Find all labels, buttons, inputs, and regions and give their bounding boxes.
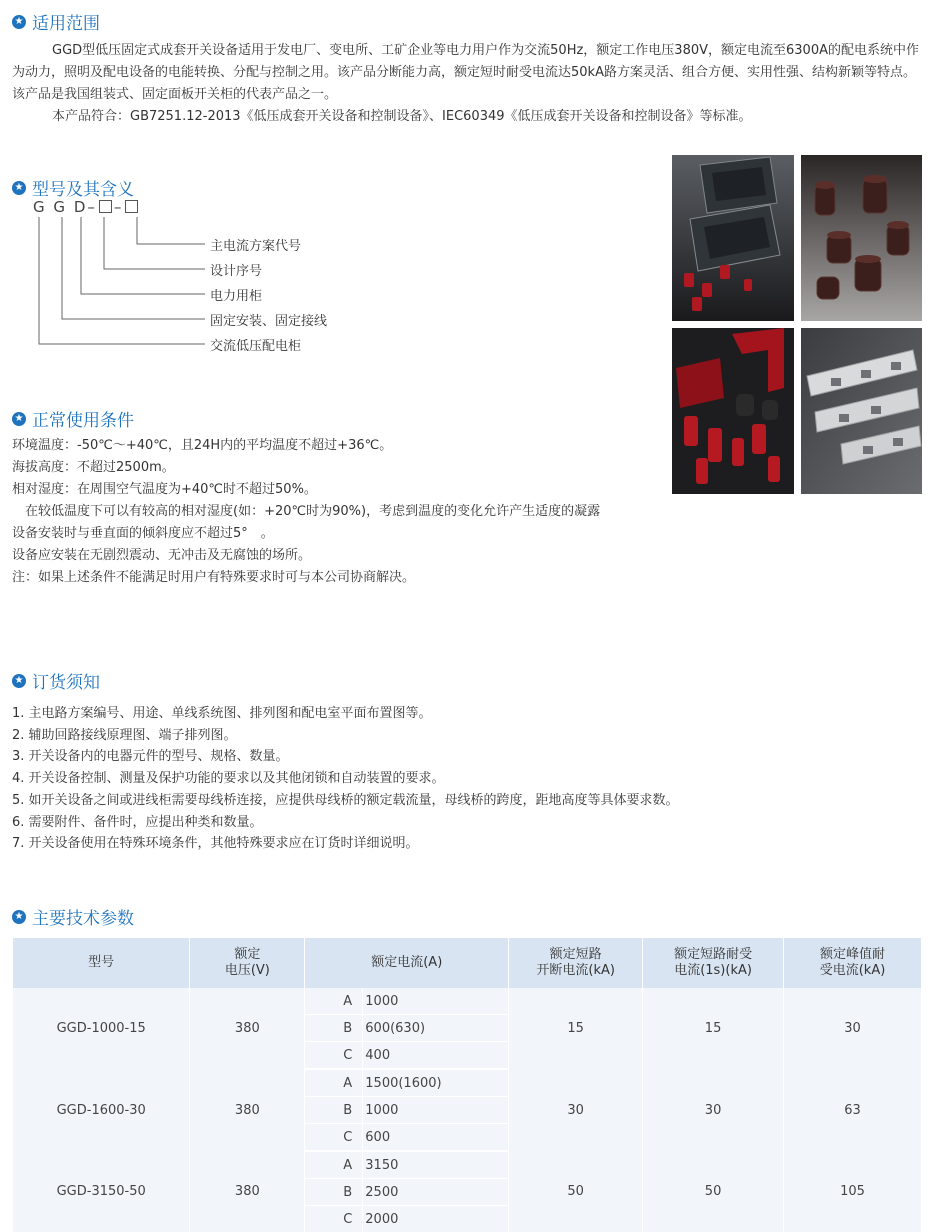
cell-current-value: 1500(1600) [363,1069,509,1097]
model-label-5: 交流低压配电柜 [210,335,301,354]
condition-line: 在较低温度下可以有较高的相对湿度(如：+20℃时为90%)，考虑到温度的变化允许产生适度的凝露 [12,501,662,523]
list-item: 4. 开关设备控制、测量及保护功能的要求以及其他闭锁和自动装置的要求。 [12,768,679,790]
header-current: 额定电流(A) [305,938,509,988]
product-photo-red-insulators [672,328,794,494]
cell-current-type: A [305,1151,363,1179]
cell-breaking: 15 [509,988,643,1069]
product-photo-white-busbar-clamps [801,328,922,494]
cell-peak: 105 [784,1151,922,1232]
ordering-list [12,703,679,855]
cell-current-type: B [305,1097,363,1124]
cell-current-value: 600(630) [363,1015,509,1042]
model-code: G G D– – [33,198,140,216]
scope-paragraph: GGD型低压固定式成套开关设备适用于发电厂、变电所、工矿企业等电力用户作为交流50Hz，额定工作电压380V，额定电流至6300A的配电系统中作为动力，照明及配电设备的电能转换、分配与控制之用。该产品分断能力高，额定短时耐受电流达50kA路方案灵活、组合方便、实用性强、结构新颖等特点。该产品是我国组装式、固定面板开关柜的代表产品之一。 [12,40,924,106]
cell-model: GGD-3150-50 [13,1151,190,1232]
header-withstand: 额定短路耐受 电流(1s)(kA) [643,938,784,988]
cell-current-type: C [305,1124,363,1152]
cell-voltage: 380 [190,1151,305,1232]
cell-current-type: B [305,1179,363,1206]
cell-peak: 63 [784,1069,922,1151]
cell-current-type: A [305,988,363,1015]
list-item: 6. 需要附件、备件时，应提出种类和数量。 [12,812,679,834]
section-title-specs: ★ 主要技术参数 [12,904,134,929]
star-icon: ★ [12,181,26,195]
cell-withstand: 50 [643,1151,784,1232]
standard-paragraph: 本产品符合：GB7251.12-2013《低压成套开关设备和控制设备》、IEC60349《低压成套开关设备和控制设备》等标准。 [12,106,924,128]
header-peak: 额定峰值耐 受电流(kA) [784,938,922,988]
model-label-4: 固定安装、固定接线 [210,310,327,329]
model-label-3: 电力用柜 [210,285,262,304]
condition-line: 设备应安装在无剧烈震动、无冲击及无腐蚀的场所。 [12,545,662,567]
list-item: 1. 主电路方案编号、用途、单线系统图、排列图和配电室平面布置图等。 [12,703,679,725]
list-item: 5. 如开关设备之间或进线柜需要母线桥连接，应提供母线桥的额定载流量，母线桥的跨度，距地高度等具体要求数。 [12,790,679,812]
spec-table [13,938,922,1232]
section-title-model: ★ 型号及其含义 [12,175,134,200]
condition-line: 相对湿度：在周围空气温度为+40℃时不超过50%。 [12,479,662,501]
model-label-1: 主电流方案代号 [210,235,301,254]
conditions-list [12,435,662,589]
cell-current-value: 2000 [363,1206,509,1232]
table-row [13,1069,922,1097]
cell-current-type: C [305,1042,363,1070]
condition-line: 环境温度：-50℃～+40℃，且24H内的平均温度不超过+36℃。 [12,435,662,457]
model-label-2: 设计序号 [210,260,262,279]
cell-current-value: 600 [363,1124,509,1152]
cell-voltage: 380 [190,1069,305,1151]
star-icon: ★ [12,15,26,29]
table-row [13,988,922,1015]
cell-withstand: 30 [643,1069,784,1151]
section-title-scope: ★ 适用范围 [12,9,100,34]
cell-current-value: 400 [363,1042,509,1070]
cell-model: GGD-1600-30 [13,1069,190,1151]
condition-line: 设备安装时与垂直面的倾斜度应不超过5° 。 [12,523,662,545]
cell-current-value: 1000 [363,1097,509,1124]
cell-model: GGD-1000-15 [13,988,190,1069]
cell-breaking: 50 [509,1151,643,1232]
header-breaking: 额定短路 开断电流(kA) [509,938,643,988]
list-item: 2. 辅助回路接线原理图、端子排列图。 [12,725,679,747]
cell-current-value: 2500 [363,1179,509,1206]
cell-current-value: 1000 [363,988,509,1015]
cell-peak: 30 [784,988,922,1069]
cell-current-value: 3150 [363,1151,509,1179]
star-icon: ★ [12,910,26,924]
header-model: 型号 [13,938,190,988]
list-item: 7. 开关设备使用在特殊环境条件，其他特殊要求应在订货时详细说明。 [12,833,679,855]
product-photo-cylinder-insulators [801,155,922,321]
cell-current-type: B [305,1015,363,1042]
table-header-row [13,938,922,988]
cell-voltage: 380 [190,988,305,1069]
cell-breaking: 30 [509,1069,643,1151]
cell-current-type: A [305,1069,363,1097]
list-item: 3. 开关设备内的电器元件的型号、规格、数量。 [12,746,679,768]
star-icon: ★ [12,674,26,688]
cell-withstand: 15 [643,988,784,1069]
condition-line: 海拔高度：不超过2500m。 [12,457,662,479]
header-voltage: 额定 电压(V) [190,938,305,988]
product-photo-busbar-holders [672,155,794,321]
condition-line: 注：如果上述条件不能满足时用户有特殊要求时可与本公司协商解决。 [12,567,662,589]
cell-current-type: C [305,1206,363,1232]
section-title-conditions: ★ 正常使用条件 [12,406,134,431]
section-title-ordering: ★ 订货须知 [12,668,100,693]
table-row [13,1151,922,1179]
star-icon: ★ [12,412,26,426]
